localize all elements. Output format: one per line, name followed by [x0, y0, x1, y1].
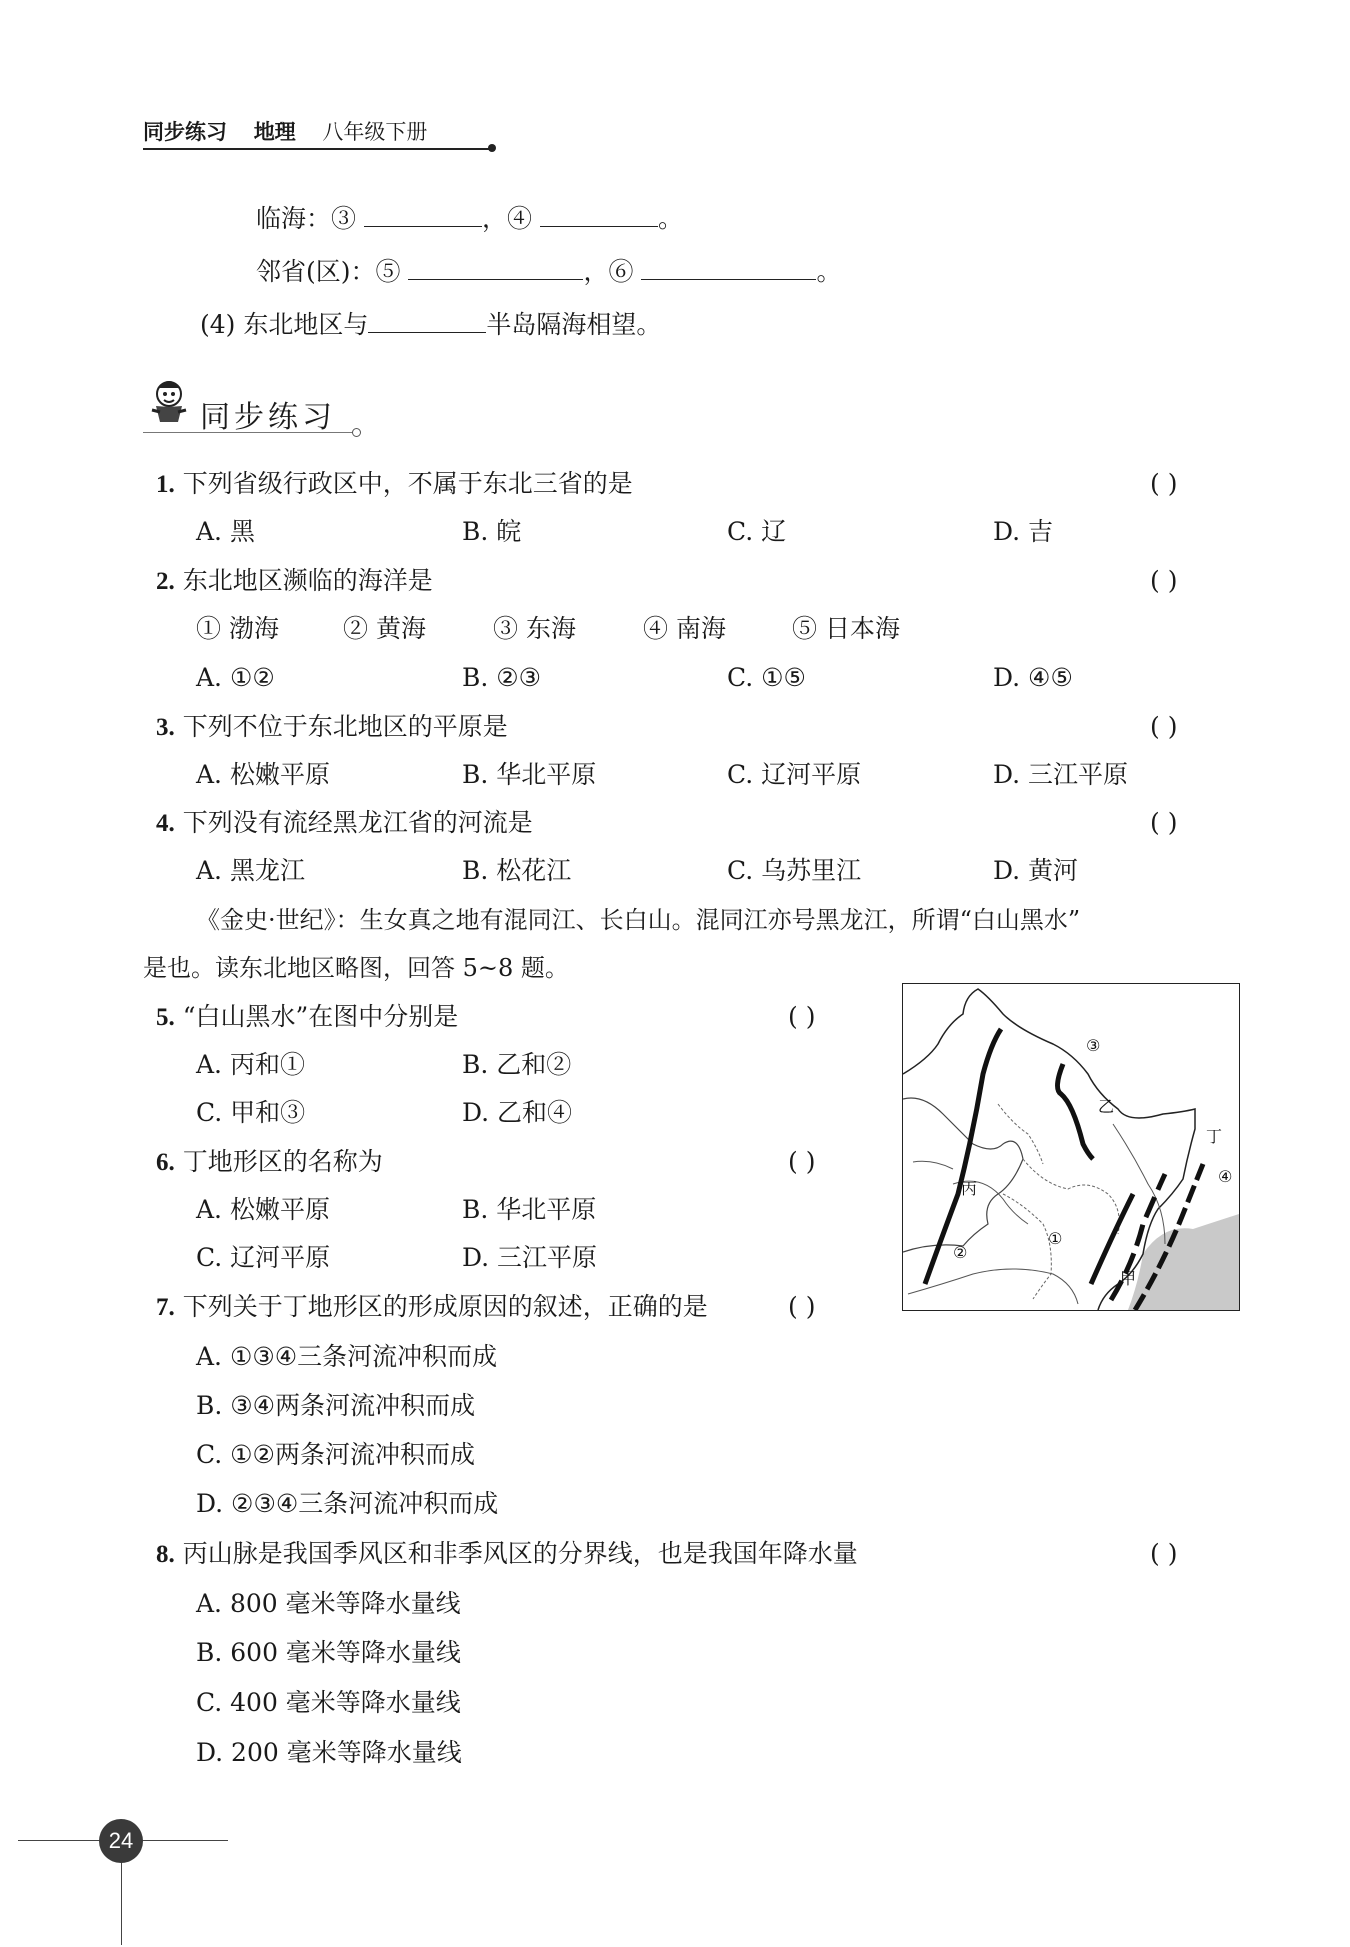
q1-stem: 1. 下列省级行政区中，不属于东北三省的是 [156, 469, 633, 498]
q2-sub-3: ③ 东海 [493, 614, 576, 643]
q2-stem: 2. 东北地区濒临的海洋是 [156, 566, 433, 595]
header-grade: 八年级下册 [322, 120, 428, 144]
q2-option-d[interactable]: D. ④⑤ [993, 663, 1073, 692]
passage-line-1: 《金史·世纪》：生女真之地有混同江、长白山。混同江亦号黑龙江，所谓“白山黑水” [196, 906, 1081, 934]
q1-option-c[interactable]: C. 辽 [727, 517, 787, 546]
q1-option-b[interactable]: B. 皖 [462, 517, 522, 546]
header [143, 116, 427, 146]
q7-option-b[interactable]: B. ③④两条河流冲积而成 [196, 1391, 476, 1420]
map-river-3 [913, 1161, 953, 1169]
map-label-ding: 丁 [1206, 1127, 1223, 1146]
q8-option-c[interactable]: C. 400 毫米等降水量线 [196, 1688, 461, 1717]
header-subject: 地理 [253, 120, 296, 144]
footer-vertical-rule [121, 1860, 122, 1945]
northeast-map [902, 983, 1240, 1311]
q2-option-b[interactable]: B. ②③ [462, 663, 542, 692]
q8-answer-paren[interactable]: ( ) [1150, 1539, 1178, 1568]
q5-answer-paren[interactable]: ( ) [788, 1002, 816, 1031]
q1-option-a[interactable]: A. 黑 [196, 517, 255, 546]
q7-option-d[interactable]: D. ②③④三条河流冲积而成 [196, 1489, 499, 1518]
q6-option-d[interactable]: D. 三江平原 [462, 1243, 598, 1272]
q4-stem: 4. 下列没有流经黑龙江省的河流是 [156, 808, 533, 837]
q2-sub-2: ② 黄海 [343, 614, 426, 643]
map-province-line-2 [998, 1104, 1043, 1164]
q6-option-b[interactable]: B. 华北平原 [462, 1195, 597, 1224]
q7-option-c[interactable]: C. ①②两条河流冲积而成 [196, 1440, 475, 1469]
q6-answer-paren[interactable]: ( ) [788, 1147, 816, 1176]
q3-option-c[interactable]: C. 辽河平原 [727, 760, 862, 789]
q4-option-c[interactable]: C. 乌苏里江 [727, 856, 862, 885]
q3-option-b[interactable]: B. 华北平原 [462, 760, 597, 789]
q6-option-c[interactable]: C. 辽河平原 [196, 1243, 331, 1272]
linhai-line [256, 204, 683, 234]
q4-prev-line [200, 310, 661, 340]
q4-suffix: 半岛隔海相望。 [486, 310, 662, 339]
q4-option-d[interactable]: D. 黄河 [993, 856, 1079, 885]
map-river-4 [1113, 1124, 1165, 1244]
linsheng-label: 邻省(区)：⑤ [256, 257, 401, 286]
map-range-yi [1057, 1064, 1093, 1159]
section-title: 同步练习 [200, 400, 336, 435]
map-label-bing: 丙 [961, 1179, 978, 1198]
q1-option-d[interactable]: D. 吉 [993, 517, 1054, 546]
blank-5[interactable] [408, 257, 583, 280]
map-label-3: ③ [1086, 1036, 1101, 1055]
q8-stem: 8. 丙山脉是我国季风区和非季风区的分界线，也是我国年降水量 [156, 1539, 858, 1568]
header-rule-dot [488, 144, 496, 152]
map-label-2: ② [953, 1243, 968, 1262]
blank-4[interactable] [540, 204, 658, 227]
map-river-2 [908, 1269, 1078, 1304]
q3-option-d[interactable]: D. 三江平原 [993, 760, 1129, 789]
q2-sub-5: ⑤ 日本海 [792, 614, 900, 643]
q4-option-a[interactable]: A. 黑龙江 [196, 856, 305, 885]
linhai-sep: ，④ [481, 204, 532, 233]
q4-option-b[interactable]: B. 松花江 [462, 856, 572, 885]
q5-option-a[interactable]: A. 丙和① [196, 1050, 305, 1079]
blank-peninsula[interactable] [368, 310, 486, 333]
section-rule-dot [352, 428, 361, 437]
map-label-4: ④ [1218, 1167, 1233, 1186]
q6-option-a[interactable]: A. 松嫩平原 [196, 1195, 330, 1224]
q2-sub-1: ① 渤海 [196, 614, 279, 643]
passage-line-2: 是也。读东北地区略图，回答 5~8 题。 [143, 954, 569, 982]
q5-option-b[interactable]: B. 乙和② [462, 1050, 572, 1079]
q4-prefix: (4) 东北地区与 [200, 310, 369, 339]
q2-sub-4: ④ 南海 [643, 614, 726, 643]
header-rule [143, 148, 493, 150]
q6-stem: 6. 丁地形区的名称为 [156, 1147, 383, 1176]
q3-answer-paren[interactable]: ( ) [1150, 712, 1178, 741]
q2-option-c[interactable]: C. ①⑤ [727, 663, 806, 692]
blank-3[interactable] [364, 204, 482, 227]
linsheng-line [256, 257, 841, 287]
q4-answer-paren[interactable]: ( ) [1150, 808, 1178, 837]
linhai-label: 临海：③ [256, 204, 357, 233]
map-province-line-3 [1003, 1194, 1051, 1299]
q3-stem: 3. 下列不位于东北地区的平原是 [156, 712, 508, 741]
q5-option-d[interactable]: D. 乙和④ [462, 1098, 573, 1127]
map-province-line-1 [1023, 1159, 1119, 1234]
blank-6[interactable] [641, 257, 816, 280]
q7-option-a[interactable]: A. ①③④三条河流冲积而成 [196, 1342, 498, 1371]
map-label-yi: 乙 [1098, 1097, 1115, 1116]
q1-answer-paren[interactable]: ( ) [1150, 469, 1178, 498]
q8-option-d[interactable]: D. 200 毫米等降水量线 [196, 1738, 462, 1767]
map-svg [903, 984, 1239, 1310]
mascot-icon [144, 376, 194, 426]
section-rule [143, 432, 355, 433]
q5-stem: 5. “白山黑水”在图中分别是 [156, 1002, 459, 1031]
page-number: 24 [99, 1819, 143, 1863]
q7-answer-paren[interactable]: ( ) [788, 1292, 816, 1321]
q8-option-a[interactable]: A. 800 毫米等降水量线 [196, 1589, 461, 1618]
q7-stem: 7. 下列关于丁地形区的形成原因的叙述，正确的是 [156, 1292, 708, 1321]
linhai-end: 。 [657, 204, 683, 233]
linsheng-end: 。 [816, 257, 842, 286]
q2-option-a[interactable]: A. ①② [196, 663, 275, 692]
header-series: 同步练习 [143, 120, 227, 144]
map-label-jia: 甲 [1120, 1269, 1137, 1288]
q8-option-b[interactable]: B. 600 毫米等降水量线 [196, 1638, 461, 1667]
q2-answer-paren[interactable]: ( ) [1150, 566, 1178, 595]
linsheng-sep: ，⑥ [583, 257, 634, 286]
map-label-1: ① [1048, 1229, 1063, 1248]
q3-option-a[interactable]: A. 松嫩平原 [196, 760, 330, 789]
q5-option-c[interactable]: C. 甲和③ [196, 1098, 306, 1127]
